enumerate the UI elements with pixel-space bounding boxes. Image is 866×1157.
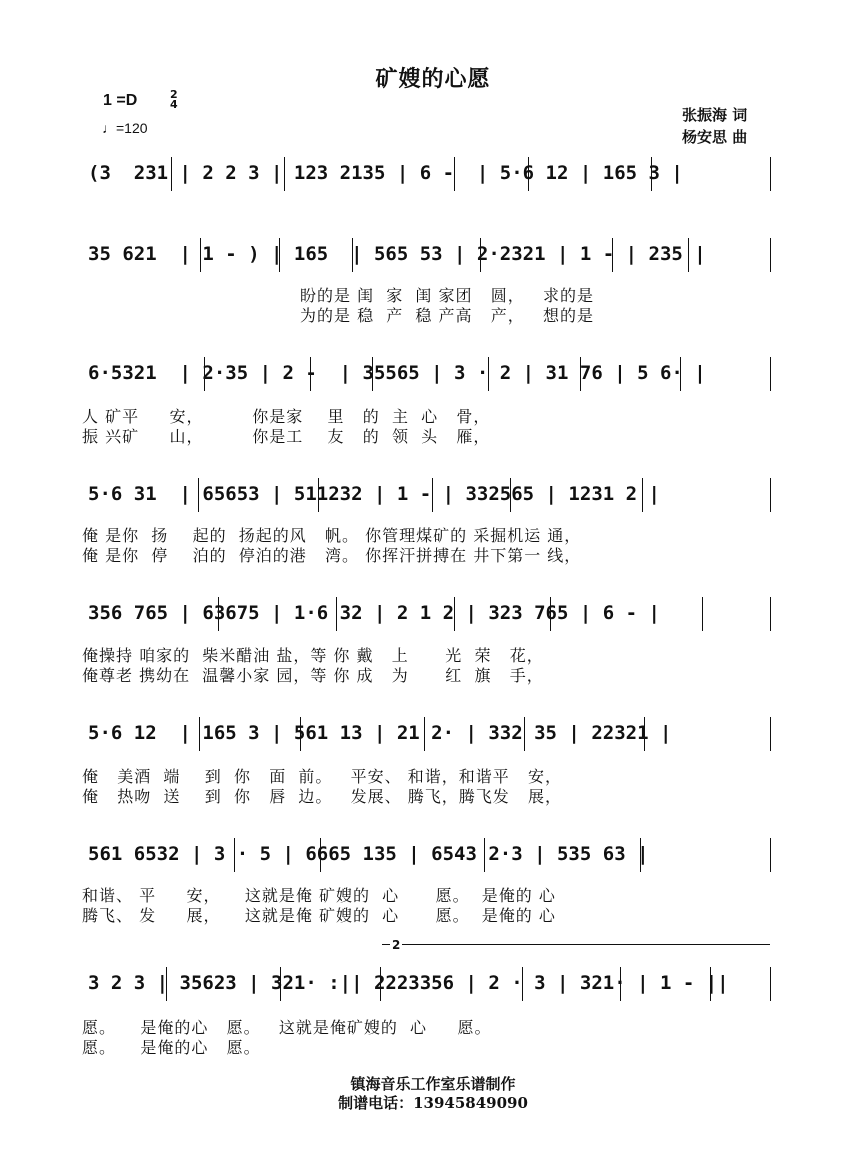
staff-line-3 [84, 357, 774, 391]
staff-line-4 [84, 478, 774, 512]
staff-line-5 [84, 597, 774, 631]
volta-bracket [382, 944, 770, 955]
lyricist-credit: 张振海 词 [682, 106, 748, 124]
notation: 5·6 31 | 65653 | 511232 | 1 - | 332565 | 1231 2 | [88, 483, 660, 505]
notation: 356 765 | 63675 | 1·6 32 | 2 1 2 | 323 765 | 6 - | [88, 602, 660, 624]
staff-line-1 [84, 157, 774, 191]
studio-credit: 镇海音乐工作室乐谱制作 [350, 1075, 516, 1093]
lyric-verse-2: 为的是 稳 产 稳 产高 产， 想的是 [300, 306, 595, 325]
composer-credit: 杨安思 曲 [682, 128, 748, 146]
volta-number: 2 [392, 938, 401, 952]
lyric-verse-2: 愿。 是俺的心 愿。 [82, 1038, 261, 1057]
lyric-verse-1: 盼的是 闺 家 闺 家团 圆， 求的是 [300, 286, 595, 305]
song-title: 矿嫂的心愿 [375, 66, 491, 92]
notation: 6·5321 | 2·35 | 2 - | 35565 | 3 · 2 | 31 76 | 5 6· | [88, 362, 706, 384]
lyric-verse-2: 腾飞、 发 展， 这就是俺 矿嫂的 心 愿。 是俺的 心 [82, 906, 556, 925]
lyric-verse-1: 和谐、 平 安， 这就是俺 矿嫂的 心 愿。 是俺的 心 [82, 886, 556, 905]
lyric-verse-2: 俺 是你 停 泊的 停泊的港 湾。 你挥汗拼搏在 井下第一 线， [82, 546, 582, 565]
staff-line-2 [84, 238, 774, 272]
notation: 561 6532 | 3 · 5 | 6665 135 | 6543 2·3 | 535 63 | [88, 843, 649, 865]
notation: 35 621 | 1 - ) | 165 | 565 53 | 2·2321 | 1 - | 235 | [88, 243, 706, 265]
lyric-verse-1: 俺 是你 扬 起的 扬起的风 帆。 你管理煤矿的 采掘机运 通， [82, 526, 582, 545]
lyric-verse-1: 人 矿平 安， 你是家 里 的 主 心 骨， [82, 407, 491, 426]
time-signature-top: 2 [170, 88, 178, 101]
notation: (3 231 | 2 2 3 | 123 2135 | 6 - | 5·6 12 | 165 3 | [88, 162, 683, 184]
staff-line-6 [84, 717, 774, 751]
lyric-verse-2: 俺 热吻 送 到 你 唇 边。 发展、 腾飞，腾飞发 展， [82, 787, 562, 806]
phone-credit: 制谱电话：13945849090 [338, 1094, 528, 1112]
staff-line-7 [84, 838, 774, 872]
lyric-verse-1: 俺操持 咱家的 柴米醋油 盐，等 你 戴 上 光 荣 花， [82, 646, 544, 665]
lyric-verse-1: 愿。 是俺的心 愿。 这就是俺矿嫂的 心 愿。 [82, 1018, 492, 1037]
lyric-verse-2: 俺尊老 携幼在 温馨小家 园，等 你 成 为 红 旗 手， [82, 666, 544, 685]
key-signature: 1 =D [103, 92, 138, 109]
time-signature-bottom: 4 [170, 98, 178, 111]
lyric-verse-1: 俺 美酒 端 到 你 面 前。 平安、 和谐，和谐平 安， [82, 767, 562, 786]
lyric-verse-2: 振 兴矿 山， 你是工 友 的 领 头 雁， [82, 427, 491, 446]
staff-line-8 [84, 967, 774, 1001]
notation: 3 2 3 | 35623 | 321· :|| 2223356 | 2 · 3 | 321· | 1 - || [88, 972, 729, 994]
time-signature [170, 90, 178, 110]
notation: 5·6 12 | 165 3 | 561 13 | 21 2· | 332 35 | 22321 | [88, 722, 672, 744]
tempo-marking: ♩=120 [102, 120, 148, 136]
